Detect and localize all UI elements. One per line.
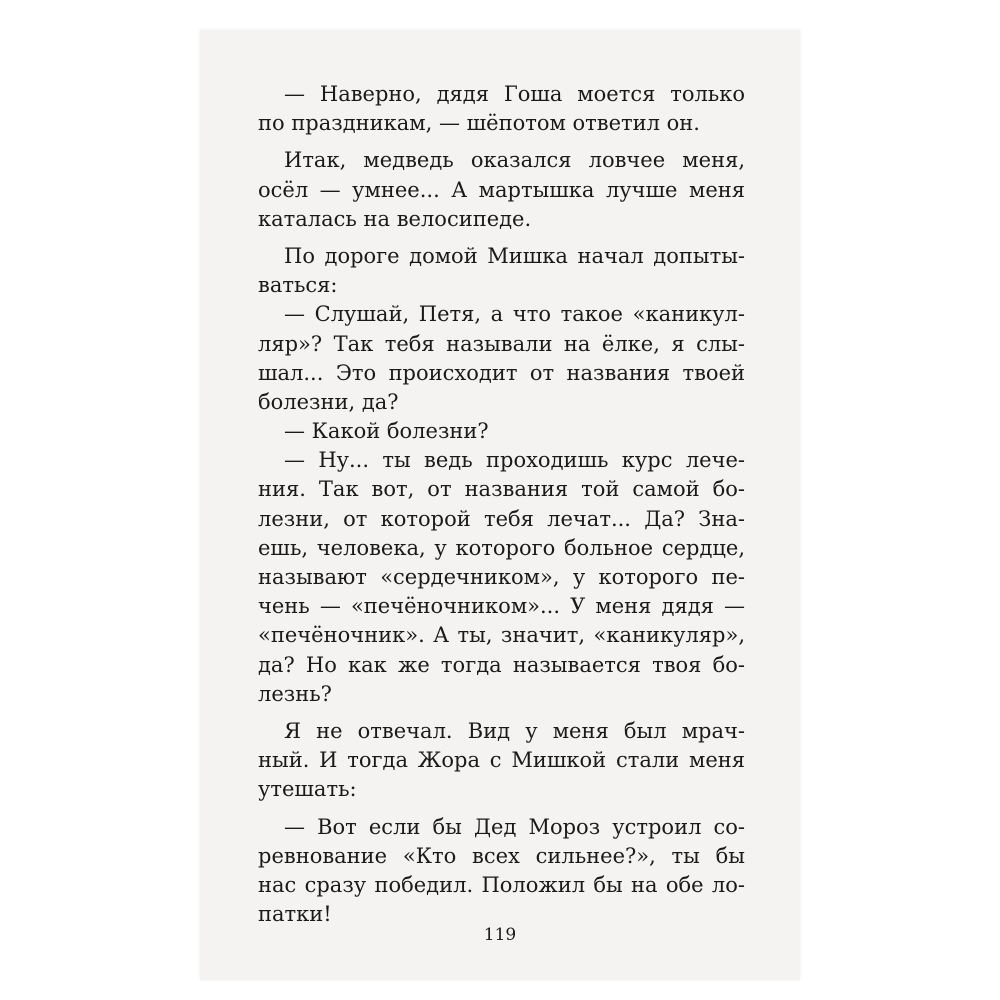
text-line: ный. И тогда Жора с Мишкой стали меня [258, 748, 745, 773]
text-line: утешать: [258, 777, 357, 802]
text-line: по праздникам, — шёпотом ответил он. [258, 111, 700, 136]
book-page [200, 30, 800, 980]
text-line: болезни, да? [258, 389, 399, 414]
text-line: называют «сердечником», у которого пе- [258, 565, 745, 589]
text-line: — Ну... ты ведь проходишь курс лече- [284, 448, 745, 473]
text-line: — Вот если бы Дед Мороз устроил со- [284, 814, 745, 839]
text-line: ваться: [258, 273, 338, 298]
text-line: Я не отвечал. Вид у меня был мрач- [284, 718, 745, 743]
text-line: «печёночник». А ты, значит, «каникуляр», [258, 623, 745, 648]
text-line: да? Но как же тогда называется твоя бо- [258, 652, 745, 677]
text-line: ния. Так вот, от названия той самой бо- [258, 477, 745, 502]
text-line: ешь, человека, у которого больное сердце, [258, 535, 745, 560]
text-line: По дороге домой Мишка начал допыты- [284, 243, 745, 268]
text-line: каталась на велосипеде. [258, 206, 532, 231]
page-body-text [258, 80, 745, 929]
text-line: чень — «печёночником»... У меня дядя — [258, 594, 745, 619]
text-line: нас сразу победил. Положил бы на обе ло- [258, 872, 745, 897]
text-line: патки! [258, 902, 332, 927]
text-line: лезни, от которой тебя лечат... Да? Зна- [258, 506, 745, 531]
text-line: лезнь? [258, 681, 332, 706]
text-line: Итак, медведь оказался ловчее меня, [284, 148, 745, 173]
text-line: ревнование «Кто всех сильнее?», ты бы [258, 843, 745, 868]
text-line: ляр»? Так тебя называли на ёлке, я слы- [258, 331, 745, 356]
text-line: шал... Это происходит от названия твоей [258, 360, 745, 385]
page-number: 119 [483, 925, 517, 945]
text-line: осёл — умнее... А мартышка лучше меня [258, 177, 745, 202]
text-line: — Наверно, дядя Гоша моется только [284, 82, 745, 106]
text-line: — Слушай, Петя, а что такое «каникул- [284, 302, 745, 327]
text-line: — Какой болезни? [284, 419, 489, 444]
